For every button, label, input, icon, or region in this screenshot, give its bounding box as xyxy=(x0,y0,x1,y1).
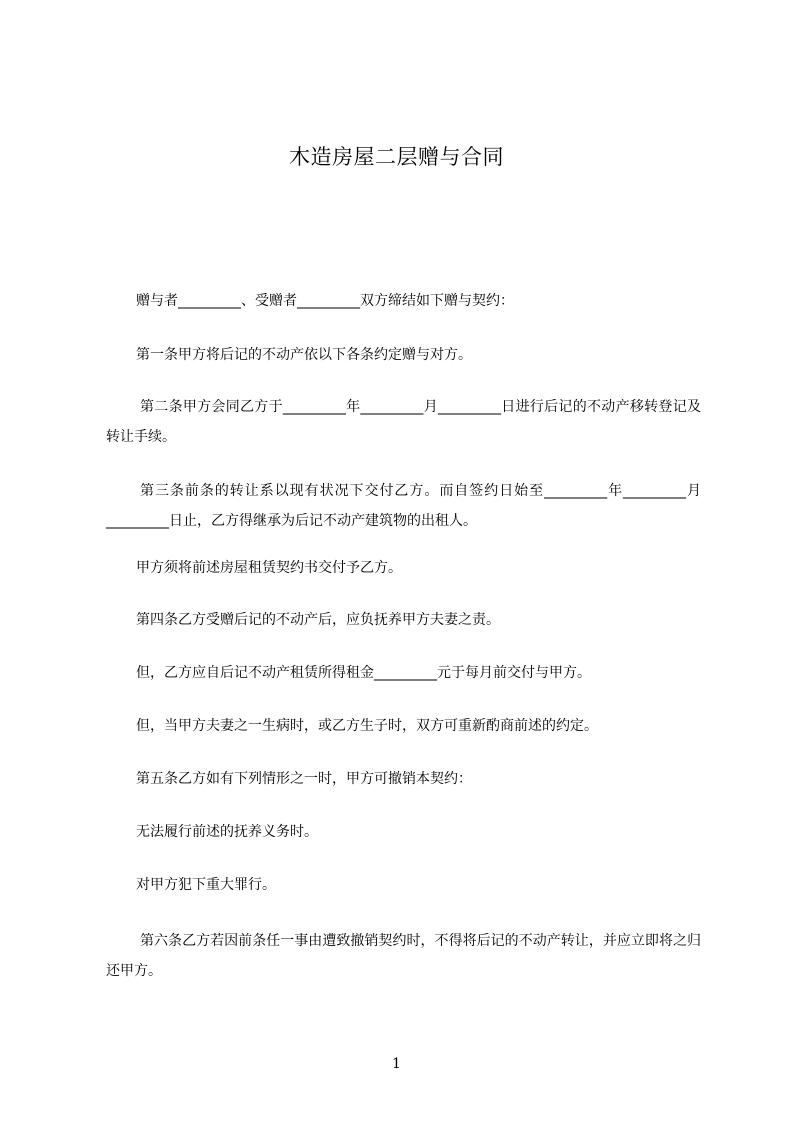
paragraph-condition-1: 无法履行前述的抚养义务时。 xyxy=(136,824,318,840)
paragraph-condition-2: 对甲方犯下重大罪行。 xyxy=(136,877,276,893)
paragraph-lease-delivery: 甲方须将前述房屋租赁契约书交付予乙方。 xyxy=(136,560,402,576)
paragraph-article-1: 第一条甲方将后记的不动产依以下各条约定赠与对方。 xyxy=(136,347,472,363)
paragraph-article-5: 第五条乙方如有下列情形之一时，甲方可撤销本契约： xyxy=(136,771,472,787)
paragraph-article-3: 第三条前条的转让系以现有状况下交付乙方。而自签约日始至_________年_________月_________日止，乙方得继承为后记不动产建筑物的出租人。 xyxy=(106,483,701,529)
document-title: 木造房屋二层赠与合同 xyxy=(289,145,504,169)
paragraph-rent-payment: 但，乙方应自后记不动产租赁所得租金_________元于每月前交付与甲方。 xyxy=(136,665,591,681)
paragraph-article-4: 第四条乙方受赠后记的不动产后，应负抚养甲方夫妻之责。 xyxy=(136,612,500,628)
paragraph-parties: 赠与者_________、受赠者_________双方缔结如下赠与契约： xyxy=(136,293,514,309)
paragraph-article-6: 第六条乙方若因前条任一事由遭致撤销契约时，不得将后记的不动产转让，并应立即将之归还甲方。 xyxy=(106,933,701,979)
paragraph-article-2: 第二条甲方会同乙方于_________年_________月_________日进行后记的不动产移转登记及转让手续。 xyxy=(106,399,701,445)
page-number: 1 xyxy=(392,1056,401,1072)
paragraph-renegotiation: 但，当甲方夫妻之一生病时，或乙方生子时，双方可重新酌商前述的约定。 xyxy=(136,718,598,734)
